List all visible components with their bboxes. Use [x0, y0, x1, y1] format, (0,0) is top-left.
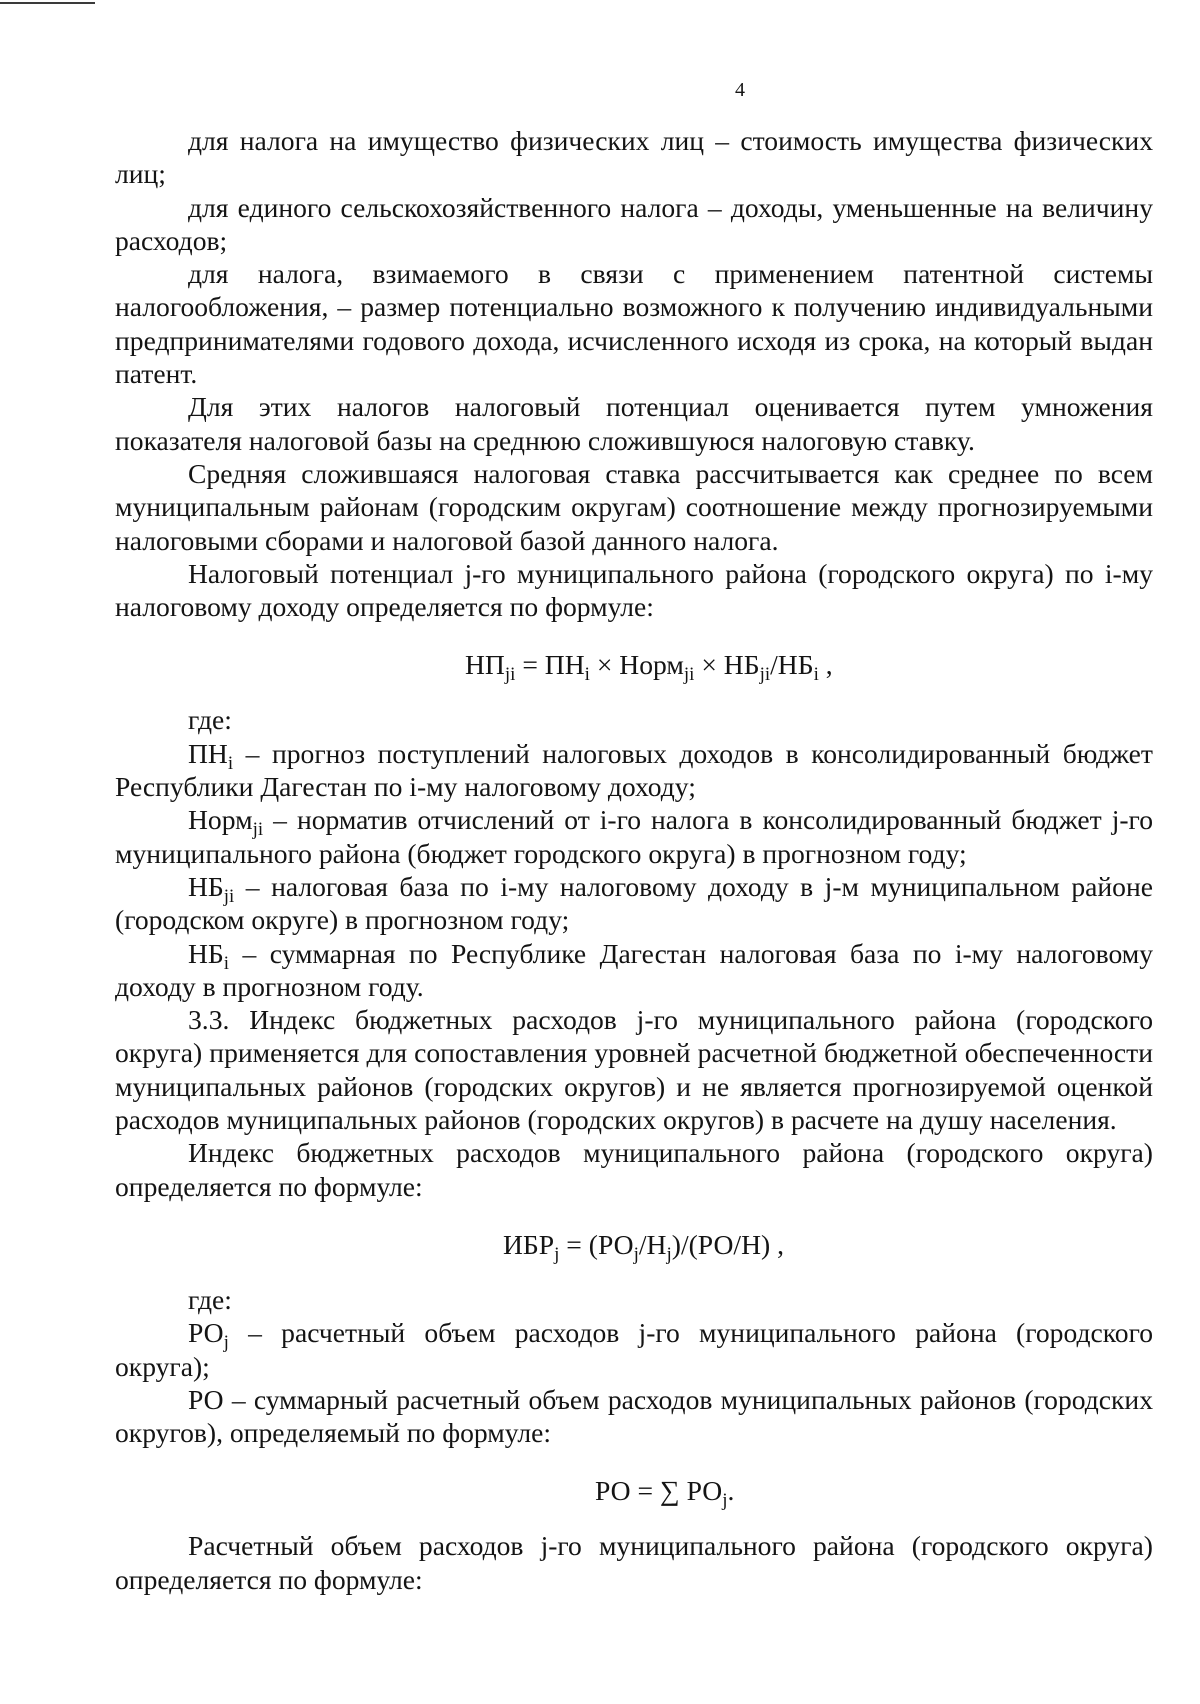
formula-operator: / — [770, 649, 778, 681]
definition-norm — [115, 803, 1153, 870]
formula-term: ИБР — [503, 1228, 555, 1260]
formula-subscript: j — [554, 1243, 560, 1265]
formula-tax-potential — [115, 631, 1153, 699]
formula-term: ПН — [544, 649, 585, 681]
definition-text: – прогноз поступлений налоговых доходов в консолидированный бюджет Республики Дагестан по i-му налоговому доходу; — [115, 737, 1153, 803]
formula-term: НБ — [777, 649, 814, 681]
formula-term: РО — [686, 1475, 723, 1507]
formula-subscript: i — [813, 664, 819, 686]
paragraph-tax-potential-intro: Налоговый потенциал j-го муниципального района (городского округа) по i-му налоговому доходу определяется по формуле: — [115, 557, 1153, 623]
formula-operator: × — [694, 649, 724, 681]
formula-subscript: j — [722, 1490, 728, 1512]
formula-operator: × — [589, 649, 620, 681]
formula-operator: / — [638, 1228, 647, 1260]
definition-text: – суммарная по Республике Дагестан налоговая база по i-му налоговому доходу в прогнозном году. — [115, 937, 1153, 1002]
formula-operator: , — [818, 649, 833, 681]
formula-term: )/(РО/Н) — [671, 1228, 771, 1260]
document-body — [115, 124, 1153, 1596]
scan-edge-line — [0, 2, 95, 4]
symbol-subscript: ji — [223, 885, 235, 907]
formula-operator: , — [770, 1228, 785, 1260]
symbol-subscript: ji — [252, 819, 264, 841]
symbol-nb: НБ — [188, 937, 224, 969]
formula-subscript: ji — [759, 664, 771, 686]
symbol-subscript: j — [223, 1332, 229, 1354]
formula-operator: = ∑ — [630, 1475, 687, 1507]
symbol-po: РО — [188, 1317, 224, 1349]
formula-term: НБ — [723, 649, 760, 681]
definition-text: – расчетный объем расходов j-го муниципального района (городского округа); — [115, 1317, 1153, 1382]
definition-text: – норматив отчислений от i-го налога в консолидированный бюджет j-го муниципального района (бюджет городского округа) в прогнозном году; — [115, 804, 1153, 869]
formula-term: Норм — [619, 649, 684, 681]
symbol-subscript: i — [223, 952, 230, 974]
symbol-pn: ПН — [188, 737, 228, 769]
formula-subscript: ji — [683, 664, 695, 686]
where-label-2: где: — [188, 1283, 232, 1315]
definition-poj — [115, 1316, 1153, 1383]
formula-operator: . — [727, 1475, 735, 1507]
symbol-norm: Норм — [188, 804, 253, 836]
formula-total-expenses — [115, 1457, 1153, 1525]
where-label-1: где: — [188, 704, 232, 736]
formula-subscript: j — [633, 1243, 639, 1265]
formula-budget-index — [115, 1211, 1153, 1279]
definition-nbi — [115, 937, 1153, 1004]
paragraph-potential-estimation: Для этих налогов налоговый потенциал оценивается путем умножения показателя налоговой базы на среднюю сложившуюся налоговую ставку. — [115, 391, 1153, 456]
paragraph-expenses-intro: Расчетный объем расходов j-го муниципального района (городского округа) определяется по формуле: — [115, 1530, 1153, 1595]
paragraph-property-tax: для налога на имущество физических лиц – стоимость имущества физических лиц; — [115, 125, 1153, 190]
definition-po: РО – суммарный расчетный объем расходов муниципальных районов (городских округов), определяемый по формуле: — [115, 1383, 1153, 1449]
symbol-nb: НБ — [188, 870, 224, 902]
paragraph-index-intro: Индекс бюджетных расходов муниципального района (городского округа) определяется по формуле: — [115, 1137, 1153, 1202]
paragraph-section-3-3: 3.3. Индекс бюджетных расходов j-го муниципального района (городского округа) применяется для сопоставления уровней расчетной бюджетной обеспеченности муниципальных районов (городских округов) и не является прогнозируемой оценкой расходов муниципальных районов (городских округов) в расчете на душу населения. — [115, 1004, 1153, 1136]
formula-subscript: j — [666, 1243, 672, 1265]
formula-operator: = ( — [559, 1228, 598, 1260]
definition-pn — [115, 737, 1153, 804]
paragraph-average-rate: Средняя сложившаяся налоговая ставка рассчитывается как среднее по всем муниципальным районам (городским округам) соотношение между прогнозируемыми налоговыми сборами и налоговой базой данного налога. — [115, 457, 1153, 556]
paragraph-agricultural-tax: для единого сельскохозяйственного налога – доходы, уменьшенные на величину расходов; — [115, 191, 1153, 256]
formula-term: Н — [646, 1228, 667, 1260]
formula-term: РО — [597, 1228, 634, 1260]
symbol-subscript: i — [227, 752, 234, 774]
formula-term: РО — [595, 1475, 631, 1507]
formula-operator: = — [515, 649, 545, 681]
definition-text: – налоговая база по i-му налоговому доходу в j-м муниципальном районе (городском округе) в прогнозном году; — [115, 870, 1153, 936]
formula-subscript: i — [584, 664, 590, 686]
page-number: 4 — [735, 79, 745, 101]
definition-nbji — [115, 870, 1153, 937]
paragraph-patent-tax: для налога, взимаемого в связи с применением патентной системы налогообложения, – размер потенциально возможного к получению индивидуальными предпринимателями годового дохода, исчисленного исходя из срока, на который выдан патент. — [115, 258, 1153, 390]
formula-subscript: ji — [504, 664, 516, 686]
formula-term: НП — [465, 649, 505, 681]
